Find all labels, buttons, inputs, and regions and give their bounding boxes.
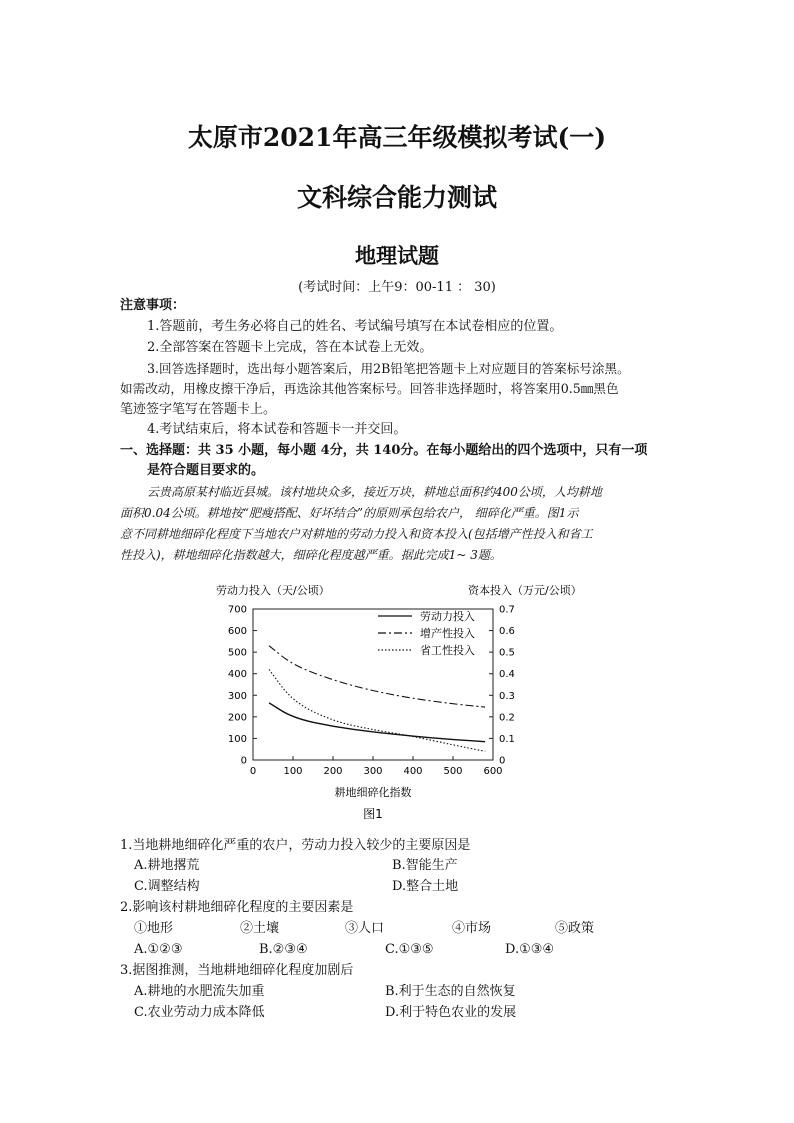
option: C.农业劳动力成本降低 — [134, 1005, 265, 1020]
y-right-tick-label: 0.7 — [499, 604, 515, 616]
x-tick-label: 600 — [483, 766, 503, 777]
y-right-tick-label: 0.6 — [499, 626, 515, 638]
y-right-tick-label: 0.4 — [499, 669, 515, 681]
notice-item: 2.全部答案在答题卡上完成，答在本试卷上无效。 — [147, 340, 433, 355]
x-tick-label: 400 — [403, 766, 423, 777]
y-left-tick-label: 300 — [227, 690, 247, 702]
y-right-tick-label: 0.2 — [499, 712, 515, 724]
notice-item: 笔迹签字笔写在答题卡上。 — [120, 402, 277, 417]
factor: ④市场 — [452, 921, 492, 936]
option: C.调整结构 — [134, 879, 200, 894]
option: B.利于生态的自然恢复 — [385, 984, 516, 999]
y-right-tick-label: 0 — [499, 755, 506, 767]
option: A.耕地的水肥流失加重 — [134, 984, 265, 999]
passage-line: 性投入)，耕地细碎化指数越大，细碎化程度越严重。据此完成1~ 3题。 — [120, 548, 502, 562]
factor: ①地形 — [134, 921, 174, 936]
exam-title: 太原市2021年高三年级模拟考试(一) — [187, 123, 607, 152]
exam-subtitle: 文科综合能力测试 — [296, 183, 497, 212]
passage-line: 面积0.04公顷。耕地按“肥瘦搭配、好坏结合”的原则承包给农户， 细碎化严重。图1示 — [120, 506, 579, 520]
x-tick-label: 100 — [283, 766, 303, 777]
passage-line: 云贵高原某村临近县城。该村地块众多，接近万块，耕地总面积约400公顷，人均耕地 — [147, 485, 602, 499]
factor: ③人口 — [345, 921, 385, 936]
option: B.②③④ — [259, 942, 308, 957]
notice-heading: 注意事项： — [120, 298, 186, 313]
chart-caption: 图1 — [363, 807, 383, 821]
option: D.①③④ — [505, 942, 555, 957]
factor: ②土壤 — [240, 921, 280, 936]
subject-title: 地理试题 — [355, 243, 439, 268]
option: C.①③⑤ — [385, 942, 434, 957]
y-left-tick-label: 500 — [227, 647, 247, 659]
notice-item: 如需改动，用橡皮擦干净后，再选涂其他答案标号。回答非选择题时，将答案用0.5㎜黑色 — [120, 381, 619, 396]
series-line-1 — [269, 703, 485, 742]
y-left-tick-label: 100 — [227, 733, 247, 745]
y-left-tick-label: 200 — [227, 712, 247, 724]
factor: ⑤政策 — [555, 921, 595, 936]
section-heading: 一、选择题：共 35 小题，每小题 4分，共 140分。在每小题给出的四个选项中，只有一项 — [120, 443, 648, 458]
y-left-tick-label: 600 — [227, 626, 247, 638]
question-stem: 3.据图推测，当地耕地细碎化程度加剧后 — [120, 963, 354, 978]
x-tick-label: 500 — [443, 766, 463, 777]
option: B.智能生产 — [392, 858, 458, 873]
notice-item: 1.答题前，考生务必将自己的姓名、考试编号填写在本试卷相应的位置。 — [147, 319, 563, 334]
legend-label: 省工性投入 — [420, 644, 475, 657]
notice-item: 4.考试结束后，将本试卷和答题卡一并交回。 — [147, 422, 407, 437]
option: D.整合土地 — [392, 879, 459, 894]
y-right-tick-label: 0.1 — [499, 733, 515, 745]
x-axis-label: 耕地细碎化指数 — [334, 786, 412, 799]
x-tick-label: 300 — [363, 766, 383, 777]
y-right-tick-label: 0.3 — [499, 690, 515, 702]
x-tick-label: 200 — [323, 766, 343, 777]
question-stem: 1.当地耕地细碎化严重的农户，劳动力投入较少的主要原因是 — [120, 838, 471, 853]
legend-label: 劳动力投入 — [420, 610, 475, 623]
question-stem: 2.影响该村耕地细碎化程度的主要因素是 — [120, 900, 354, 915]
line-chart — [200, 578, 582, 828]
y-left-tick-label: 0 — [240, 755, 247, 767]
y-right-tick-label: 0.5 — [499, 647, 515, 659]
y-left-label: 劳动力投入（天/公顷） — [216, 584, 330, 597]
exam-time: (考试时间：上午9：00-11 ： 30) — [298, 280, 496, 295]
passage-line: 意不同耕地细碎化程度下当地农户对耕地的劳动力投入和资本投入(包括增产性投入和省工 — [120, 527, 593, 541]
option: A.耕地撂荒 — [134, 858, 200, 873]
notice-item: 3.回答选择题时，选出每小题答案后，用2B铅笔把答题卡上对应题目的答案标号涂黑。 — [147, 361, 630, 376]
y-right-label: 资本投入（万元/公顷） — [468, 584, 582, 597]
option: A.①②③ — [134, 942, 183, 957]
section-heading-cont: 是符合题目要求的。 — [147, 463, 265, 478]
y-left-tick-label: 700 — [227, 604, 247, 616]
legend-label: 增产性投入 — [420, 627, 475, 640]
x-tick-label: 0 — [249, 766, 257, 777]
option: D.利于特色农业的发展 — [385, 1005, 517, 1020]
y-left-tick-label: 400 — [227, 669, 247, 681]
